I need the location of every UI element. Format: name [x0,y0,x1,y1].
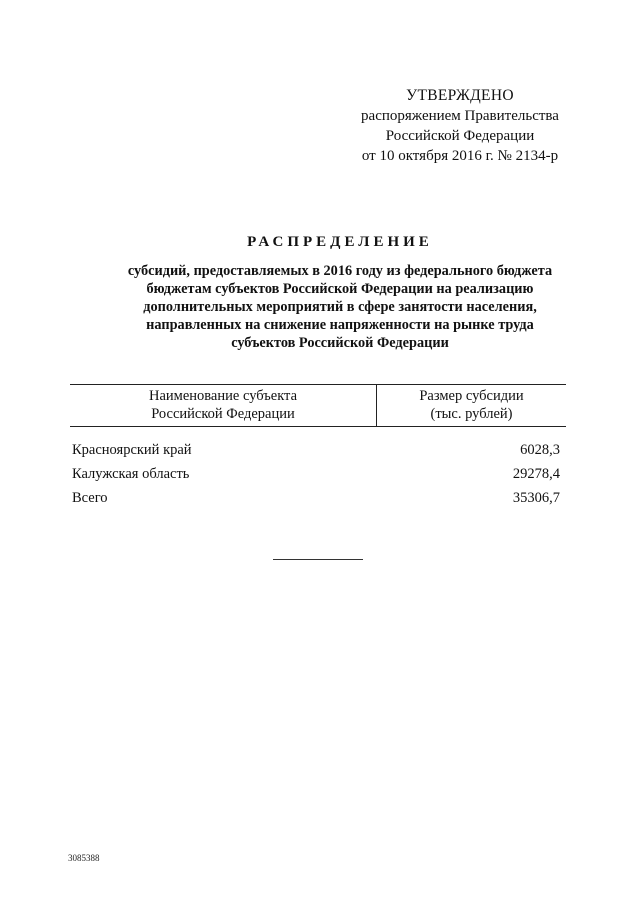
end-of-document-rule [273,559,363,560]
document-number: 3085388 [68,853,100,863]
header-subsidy-amount [377,387,566,423]
row-total-label: Всего [72,490,108,506]
header-subject-name-line-1: Наименование субъекта [148,388,298,404]
table-header-bottom-rule [70,426,566,427]
table-row-total [70,486,566,510]
row-total-value: 35306,7 [512,490,560,506]
document-subtitle [60,262,620,352]
approval-line-2: Российской Федерации [385,128,535,144]
approval-block [330,86,590,166]
header-subject-name-line-2: Российской Федерации [151,406,295,422]
row-subsidy-value: 29278,4 [512,466,560,482]
header-subsidy-amount-line-1: Размер субсидии [419,388,524,404]
approval-line-1: распоряжением Правительства [361,108,559,124]
table-row [70,438,566,462]
subtitle-line-1: субсидий, предоставляемых в 2016 году из федерального бюджета [127,263,553,279]
header-subject-name [70,387,376,423]
row-subject-name: Красноярский край [72,442,192,458]
row-subject-name: Калужская область [72,466,190,482]
subtitle-line-3: дополнительных мероприятий в сфере занятости населения, [143,299,537,315]
table-row [70,462,566,486]
header-subsidy-amount-line-2: (тыс. рублей) [430,406,513,422]
document-heading: РАСПРЕДЕЛЕНИЕ [247,234,433,250]
subtitle-line-5: субъектов Российской Федерации [231,335,449,351]
subsidy-table-body [70,438,566,510]
approval-title: УТВЕРЖДЕНО [406,87,514,104]
approval-line-3: от 10 октября 2016 г. № 2134-р [361,148,559,164]
table-top-rule [70,384,566,385]
subtitle-line-4: направленных на снижение напряженности на рынке труда [146,317,534,333]
row-subsidy-value: 6028,3 [520,442,560,458]
subtitle-line-2: бюджетам субъектов Российской Федерации на реализацию [146,281,534,297]
